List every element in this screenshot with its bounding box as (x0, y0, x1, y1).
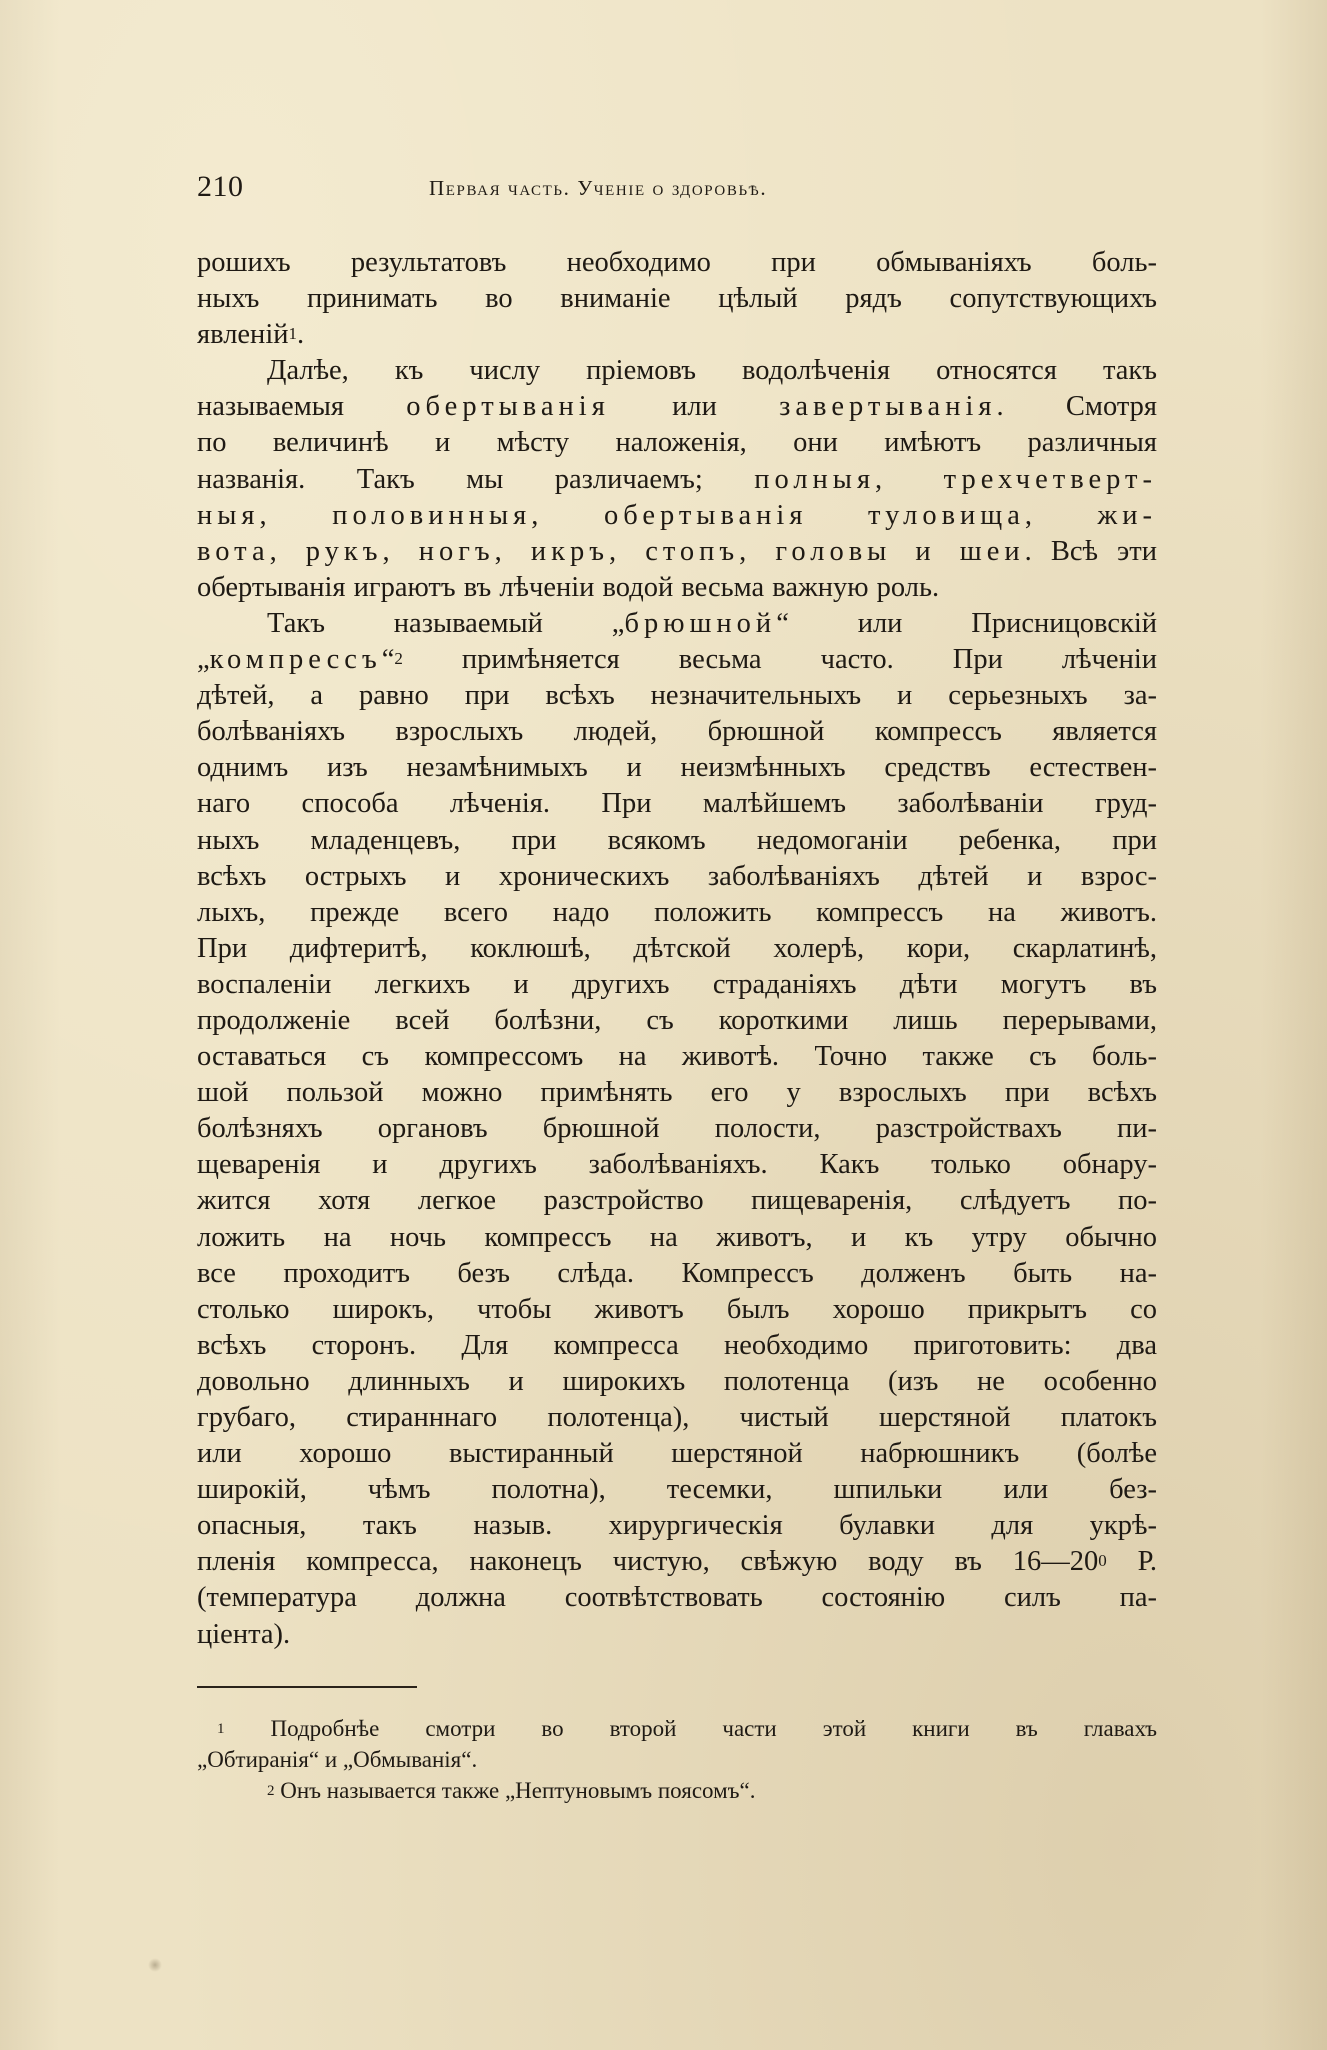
footnotes (197, 1713, 1157, 1806)
text-line: ныхъ принимать во вниманіе цѣлый рядъ сопутствующихъ (197, 283, 1157, 315)
text-line: однимъ изъ незамѣнимыхъ и неизмѣнныхъ средствъ естествен- (197, 752, 1157, 784)
footnote-2: $^2$ Онъ называется также „Нептуновымъ поясомъ“. (267, 1778, 756, 1803)
text-line: все проходитъ безъ слѣда. Компрессъ долженъ быть на- (197, 1257, 1157, 1289)
text-line: по величинѣ и мѣсту наложенія, они имѣютъ различныя (197, 427, 1157, 459)
text-line: ціента). (197, 1618, 291, 1650)
emphasis: брюшной (624, 607, 777, 639)
emphasis: обертыванія (406, 391, 610, 423)
text-line: рошихъ результатовъ необходимо при обмываніяхъ боль- (197, 247, 1157, 278)
text-line: болѣваніяхъ взрослыхъ людей, брюшной компрессъ является (197, 716, 1157, 748)
text-line: всѣхъ сторонъ. Для компресса необходимо приготовить: два (197, 1329, 1157, 1361)
text-line (197, 498, 1157, 534)
text-line: продолженіе всей болѣзни, съ короткими лишь перерывами, (197, 1004, 1157, 1036)
body-text (197, 245, 1157, 1653)
page-header (197, 170, 957, 210)
text-line: названія. Такъ мы различаемъ; полныя, трехчетверт- (197, 463, 1157, 495)
emphasis: вота, рукъ, ногъ, икръ, стопъ, головы и шеи (197, 535, 1025, 567)
text-line: ныхъ младенцевъ, при всякомъ недомоганіи ребенка, при (197, 824, 1157, 856)
text-line: (температура должна соотвѣтствовать состоянію силъ па- (197, 1582, 1157, 1614)
running-head: Первая часть. Ученіе о здоровьѣ. (429, 176, 768, 200)
emphasis: ныя, половинныя, обертыванія туловища, жи- (197, 499, 1157, 531)
text-line: довольно длинныхъ и широкихъ полотенца (изъ не особенно (197, 1365, 1157, 1397)
text-line: обертыванія играютъ въ лѣченіи водой весьма важную роль. (197, 571, 940, 603)
text-line: грубаго, стиранннаго полотенца), чистый шерстяной платокъ (197, 1402, 1157, 1433)
footnote-marker: 1 (217, 1721, 225, 1737)
text-line: щеваренія и другихъ заболѣваніяхъ. Какъ только обнару- (197, 1149, 1157, 1181)
text-line: называемыя обертыванія или завертыванія. Смотря (197, 391, 1157, 423)
text-line: вота, рукъ, ногъ, икръ, стопъ, головы и шеи. Всѣ эти (197, 535, 1157, 567)
text-line: „компрессъ“$^2$ примѣняется весьма часто. При лѣченіи (197, 644, 1157, 676)
text-line: оставаться съ компрессомъ на животѣ. Точно также съ боль- (197, 1041, 1157, 1073)
footnote-ref: 2 (394, 649, 403, 669)
emphasis: полныя, трехчетверт- (754, 463, 1157, 495)
paper-speck (148, 1958, 162, 1972)
footnote-ref: 1 (288, 324, 297, 344)
text-line: ложить на ночь компрессъ на животъ, и къ утру обычно (197, 1221, 1157, 1253)
text-line: или хорошо выстиранный шерстяной набрюшникъ (болѣе (197, 1438, 1157, 1470)
footnote-1: $^1$ Подробнѣе смотри во второй части этой книги въ главахъ (217, 1716, 1158, 1741)
text-line: явленій$^1$. (197, 319, 305, 351)
text-line: широкій, чѣмъ полотна), тесемки, шпильки или без- (197, 1474, 1157, 1506)
emphasis: компрессъ (209, 644, 382, 676)
emphasis: завертыванія (779, 391, 997, 423)
text-line: Такъ называемый „брюшной“ или Присницовскій (267, 607, 1157, 639)
footnote-1-cont: „Обтиранія“ и „Обмыванія“. (197, 1747, 478, 1772)
text-line: жится хотя легкое разстройство пищеваренія, слѣдуетъ по- (197, 1185, 1157, 1217)
text-line: дѣтей, а равно при всѣхъ незначительныхъ и серьезныхъ за- (197, 680, 1157, 712)
degree-sign: 0 (1098, 1551, 1107, 1571)
text-line: наго способа лѣченія. При малѣйшемъ заболѣваніи груд- (197, 788, 1157, 820)
footnote-rule (197, 1686, 417, 1688)
footnote-marker: 2 (267, 1783, 275, 1799)
text-line: воспаленіи легкихъ и другихъ страданіяхъ дѣти могутъ въ (197, 968, 1157, 1000)
text-line: Далѣе, къ числу пріемовъ водолѣченія относятся такъ (267, 355, 1157, 387)
text-line: всѣхъ острыхъ и хроническихъ заболѣваніяхъ дѣтей и взрос- (197, 860, 1157, 892)
text-line: При дифтеритѣ, коклюшѣ, дѣтской холерѣ, кори, скарлатинѣ, (197, 932, 1157, 964)
text-line: лыхъ, прежде всего надо положить компрессъ на животъ. (197, 896, 1157, 928)
page-number: 210 (197, 170, 244, 203)
text-line: столько широкъ, чтобы животъ былъ хорошо прикрытъ со (197, 1293, 1157, 1325)
text-line: болѣзняхъ органовъ брюшной полости, разстройствахъ пи- (197, 1113, 1157, 1145)
text-line: опасныя, такъ назыв. хирургическія булавки для укрѣ- (197, 1510, 1157, 1542)
text-line: шой пользой можно примѣнять его у взрослыхъ при всѣхъ (197, 1077, 1157, 1109)
text-line: пленія компресса, наконецъ чистую, свѣжую воду въ $16—20^0$ Р. (197, 1546, 1157, 1578)
